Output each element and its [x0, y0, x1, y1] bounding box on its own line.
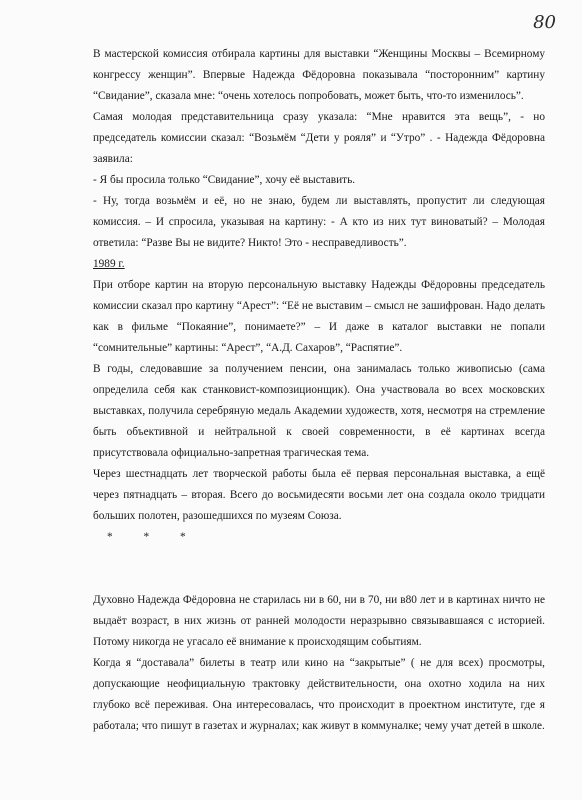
year-heading-line: [93, 254, 545, 275]
section-separator: * * *: [107, 531, 200, 543]
paragraph: Духовно Надежда Фёдоровна не старилась ни в 60, ни в 70, ни в80 лет и в картинах ничто не выдаёт возраст, в них жизнь от ранней молодости неразрывно связывавшаяся с историей. Потому никогда не угасало её внимание к происходящим событиям.: [93, 594, 545, 648]
paragraph: Когда я “доставала” билеты в театр или кино на “закрытые” ( не для всех) просмотры, допускающие неофициальную трактовку действительности, она охотно ходила на них глубоко всё переживая. Она интересовалась, что происходит в проектном институте, где я работала; что пишут в газетах и журналах; как живут в коммуналке; чему учат детей в школе.: [93, 657, 545, 732]
paragraph: В мастерской комиссия отбирала картины для выставки “Женщины Москвы – Всемирному конгрессу женщин”. Впервые Надежда Фёдоровна показывала “посторонним” картину “Свидание”, сказала мне: “очень хотелось попробовать, может быть, что-то изменилось”.: [93, 48, 545, 102]
paragraph: - Я бы просила только “Свидание”, хочу её выставить.: [93, 174, 356, 186]
paragraph: В годы, следовавшие за получением пенсии, она занималась только живописью (сама определила себя как станковист-композиционщик). Она участвовала во всех московских выставках, получила серебряную медаль Академии художеств, хотя, несмотря на стремление быть объективной и нейтральной к своей современности, в её картинах всегда присутствовала официально-запретная трагическая тема.: [93, 363, 545, 459]
paragraph: Через шестнадцать лет творческой работы была её первая персональная выставка, а ещё через пятнадцать – вторая. Всего до восьмидесяти восьми лет она создала около тридцати больших полотен, разошедшихся по музеям Союза.: [93, 468, 545, 522]
paragraph: - Ну, тогда возьмём и её, но не знаю, будем ли выставлять, пропустит ли следующая комиссия. – И спросила, указывая на картину: - А кто из них тут виноватый? – Молодая ответила: “Разве Вы не видите? Никто! Это - несправедливость”.: [93, 195, 545, 249]
year-heading: 1989 г.: [93, 258, 125, 270]
blank-space: [93, 548, 545, 590]
page-number: 80: [533, 12, 556, 33]
text-column: [93, 44, 545, 737]
paragraph: При отборе картин на вторую персональную выставку Надежды Фёдоровны председатель комиссии сказал про картину “Арест”: “Её не выставим – смысл не зашифрован. Надо делать как в фильме “Покаяние”, понимаете?” – И даже в каталог выставки не попали “сомнительные” картины: “Арест”, “А.Д. Сахаров”, “Распятие”.: [93, 279, 545, 354]
paragraph: Самая молодая представительница сразу указала: “Мне нравится эта вещь”, - но председатель комиссии сказал: “Возьмём “Дети у рояля” и “Утро” . - Надежда Фёдоровна заявила:: [93, 111, 545, 165]
